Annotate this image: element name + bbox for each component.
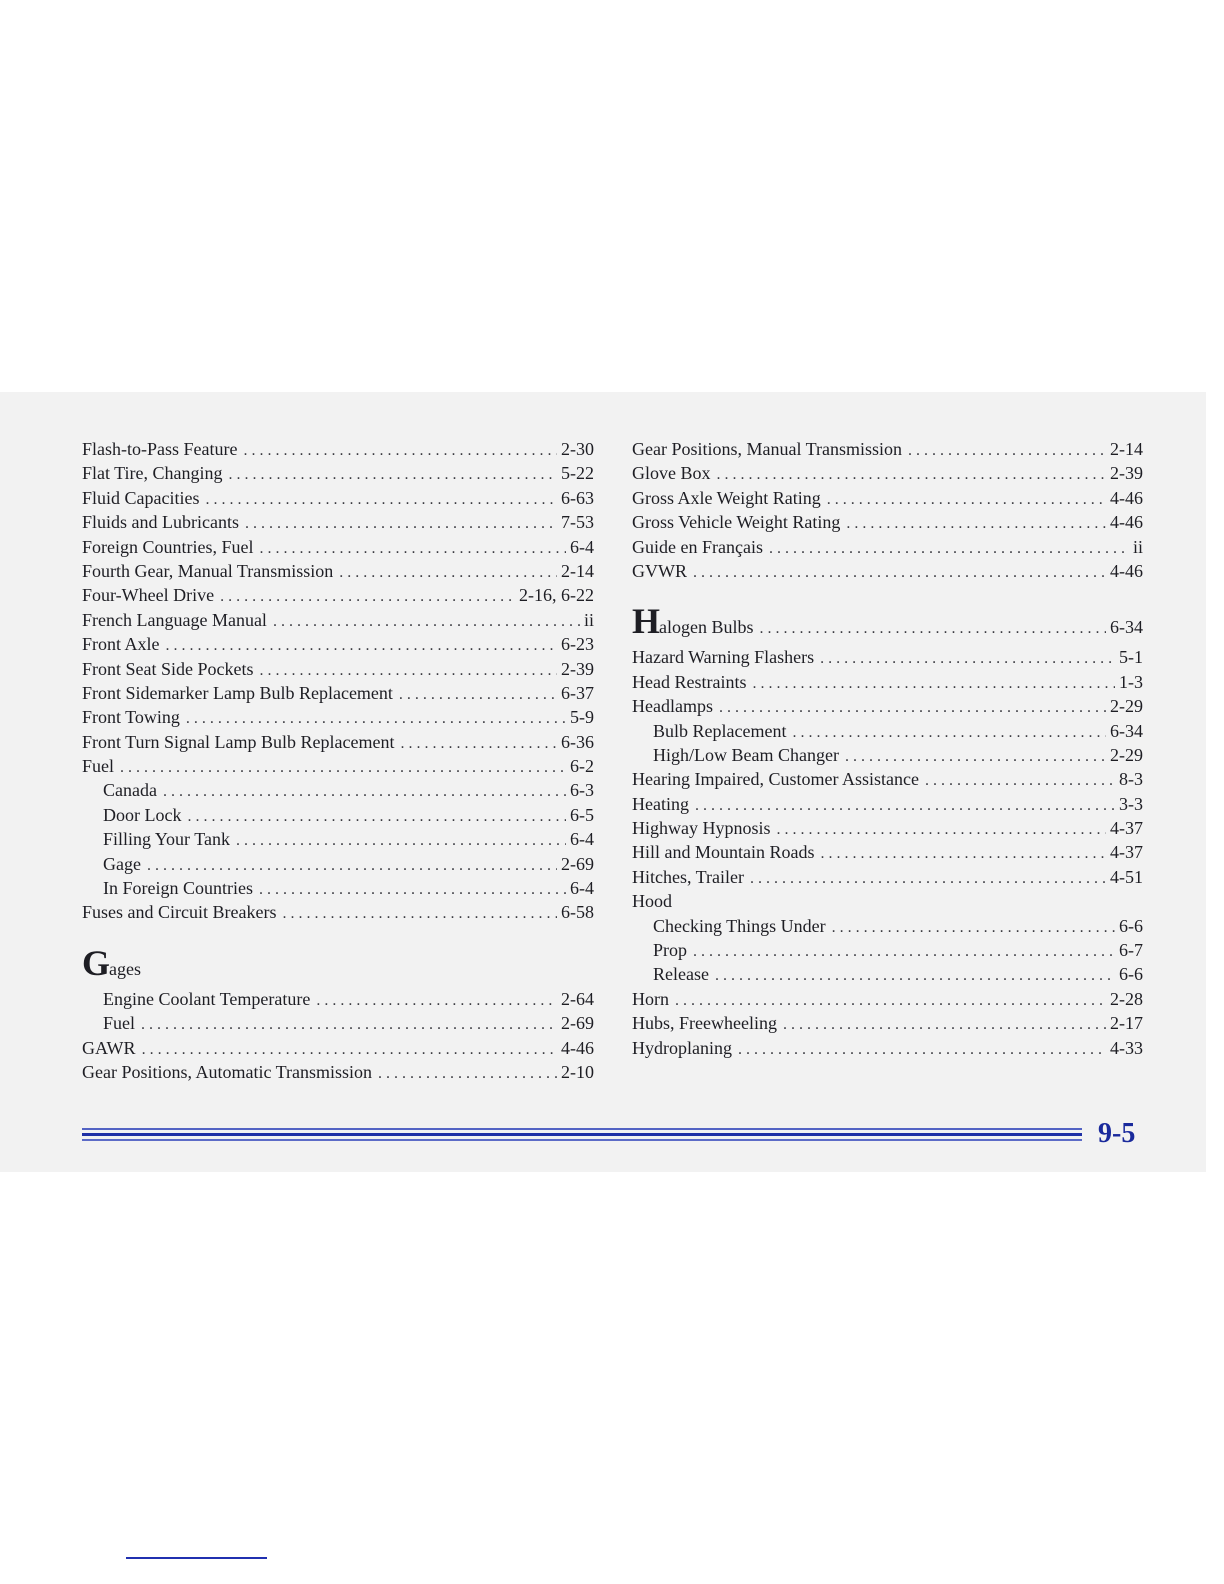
leader-dots — [166, 634, 557, 658]
leader-dots — [120, 756, 566, 780]
index-page-ref: 2-39 — [1110, 463, 1143, 484]
index-page-ref: 6-5 — [570, 804, 594, 825]
index-entry — [632, 865, 1143, 889]
index-entry — [82, 1060, 594, 1084]
index-entry — [632, 486, 1143, 510]
index-entry — [632, 938, 1143, 962]
leader-dots — [827, 488, 1106, 512]
index-page-ref: 4-46 — [1110, 560, 1143, 581]
leader-dots — [783, 1013, 1106, 1037]
index-page-ref: 8-3 — [1119, 769, 1143, 790]
leader-dots — [273, 610, 580, 634]
index-entry — [82, 876, 594, 900]
leader-dots — [142, 1038, 557, 1062]
leader-dots — [147, 854, 557, 878]
index-entry-label: Front Turn Signal Lamp Bulb Replacement — [82, 731, 395, 752]
index-entry-label: Door Lock — [103, 804, 182, 825]
index-entry — [82, 803, 594, 827]
leader-dots — [282, 902, 557, 926]
leader-dots — [245, 512, 557, 536]
index-entry-label: Glove Box — [632, 463, 711, 484]
index-page-ref: 6-34 — [1110, 617, 1143, 638]
index-entry-label: Front Sidemarker Lamp Bulb Replacement — [82, 682, 393, 703]
index-entry — [82, 510, 594, 534]
index-entry — [632, 437, 1143, 461]
leader-dots — [205, 488, 557, 512]
index-entry — [632, 914, 1143, 938]
section-heading-g — [82, 939, 594, 987]
index-entry-label: GVWR — [632, 560, 687, 581]
leader-dots — [401, 732, 558, 756]
bottom-rule-mark — [126, 1557, 267, 1559]
leader-dots — [845, 745, 1106, 769]
leader-dots — [846, 512, 1106, 536]
index-entry — [632, 816, 1143, 840]
leader-dots — [675, 989, 1106, 1013]
leader-dots — [316, 989, 557, 1013]
index-entry — [632, 840, 1143, 864]
leader-dots — [820, 647, 1115, 671]
index-page-ref: 6-58 — [561, 902, 594, 923]
index-page-ref: 7-53 — [561, 512, 594, 533]
index-entry — [82, 1036, 594, 1060]
index-entry — [632, 1011, 1143, 1035]
index-entry — [82, 486, 594, 510]
index-page-ref: 6-2 — [570, 756, 594, 777]
leader-dots — [832, 916, 1115, 940]
index-entry — [82, 1011, 594, 1035]
index-page-ref: 6-63 — [561, 487, 594, 508]
index-entry — [632, 510, 1143, 534]
index-page-ref: 1-3 — [1119, 671, 1143, 692]
leader-dots — [908, 439, 1106, 463]
index-entry — [632, 792, 1143, 816]
index-entry-label: Front Axle — [82, 634, 160, 655]
index-right-column — [632, 437, 1143, 1060]
leader-dots — [719, 696, 1106, 720]
index-entry-label: Bulb Replacement — [653, 720, 787, 741]
index-entry — [632, 461, 1143, 485]
index-page-ref: 2-64 — [561, 988, 594, 1009]
index-entry — [632, 962, 1143, 986]
index-entry-label: Headlamps — [632, 696, 713, 717]
index-page-ref: 6-4 — [570, 536, 594, 557]
index-entry — [632, 719, 1143, 743]
index-page-ref: 6-34 — [1110, 720, 1143, 741]
index-entry-label: Filling Your Tank — [103, 829, 230, 850]
index-entry-label: Gross Vehicle Weight Rating — [632, 512, 841, 533]
index-entry — [632, 535, 1143, 559]
index-entry-label: Hitches, Trailer — [632, 866, 744, 887]
index-page-ref: 5-9 — [570, 707, 594, 728]
index-entry — [82, 461, 594, 485]
index-list-h — [632, 645, 1143, 1060]
leader-dots — [186, 707, 566, 731]
index-entry — [82, 900, 594, 924]
index-entry-label: Hood — [632, 891, 672, 912]
index-entry-label: Horn — [632, 988, 669, 1009]
index-page-ref: 2-29 — [1110, 744, 1143, 765]
section-heading-h — [632, 597, 1143, 645]
leader-dots — [792, 721, 1106, 745]
index-entry-label: Gage — [103, 853, 141, 874]
index-entry-label: Hazard Warning Flashers — [632, 647, 815, 668]
index-entry — [82, 987, 594, 1011]
index-entry-label: Hearing Impaired, Customer Assistance — [632, 769, 919, 790]
index-entry — [82, 632, 594, 656]
index-entry-label: Fuses and Circuit Breakers — [82, 902, 277, 923]
index-entry — [82, 705, 594, 729]
index-page-ref: 3-3 — [1119, 793, 1143, 814]
index-entry-label: Highway Hypnosis — [632, 818, 771, 839]
index-entry — [632, 1036, 1143, 1060]
index-entry — [632, 889, 1143, 913]
index-page-ref: 6-37 — [561, 682, 594, 703]
index-entry — [82, 608, 594, 632]
index-entry-label: Prop — [653, 940, 688, 961]
leader-dots — [260, 537, 567, 561]
leader-dots — [738, 1038, 1106, 1062]
index-page-ref: 4-37 — [1110, 842, 1143, 863]
leader-dots — [236, 829, 566, 853]
index-entry-label: Canada — [103, 780, 157, 801]
index-list-f — [82, 437, 594, 925]
index-entry — [632, 694, 1143, 718]
index-entry-label: Fourth Gear, Manual Transmission — [82, 560, 334, 581]
index-entry — [82, 559, 594, 583]
index-entry — [82, 657, 594, 681]
index-entry-label: Engine Coolant Temperature — [103, 988, 311, 1009]
index-page-ref: 5-1 — [1119, 647, 1143, 668]
leader-dots — [752, 672, 1115, 696]
index-entry-label: In Foreign Countries — [103, 878, 253, 899]
index-page-ref: 4-33 — [1110, 1037, 1143, 1058]
index-entry-label: Gear Positions, Automatic Transmission — [82, 1061, 373, 1082]
index-entry-label: Four-Wheel Drive — [82, 585, 215, 606]
leader-dots — [339, 561, 557, 585]
section-heading-h-rest: alogen Bulbs — [659, 617, 754, 638]
leader-dots — [243, 439, 557, 463]
index-page-ref: 2-14 — [1110, 439, 1143, 459]
leader-dots — [769, 537, 1129, 561]
index-page-ref: 2-30 — [561, 439, 594, 459]
index-page-ref: 6-4 — [570, 829, 594, 850]
index-entry — [632, 743, 1143, 767]
index-entry-label: Fuel — [103, 1013, 136, 1034]
index-page-ref: 6-4 — [570, 878, 594, 899]
index-page-ref: ii — [1132, 536, 1143, 557]
leader-dots — [260, 659, 558, 683]
index-entry — [632, 645, 1143, 669]
section-heading-g-rest: ages — [109, 958, 141, 979]
index-entry — [82, 583, 594, 607]
index-entry — [632, 767, 1143, 791]
index-page-ref: 2-16, 6-22 — [519, 585, 594, 606]
index-entry-label: Front Seat Side Pockets — [82, 658, 254, 679]
index-entry-label: Head Restraints — [632, 671, 747, 692]
index-entry-label: Fuel — [82, 756, 115, 777]
index-entry-label: Gear Positions, Manual Transmission — [632, 439, 903, 459]
leader-dots — [141, 1013, 557, 1037]
index-entry-label: Foreign Countries, Fuel — [82, 536, 254, 557]
leader-dots — [259, 878, 566, 902]
index-entry — [82, 535, 594, 559]
leader-dots — [229, 463, 557, 487]
index-entry — [632, 987, 1143, 1011]
index-page-ref: 2-69 — [561, 853, 594, 874]
index-page-ref: 2-39 — [561, 658, 594, 679]
index-page-ref: 6-36 — [561, 731, 594, 752]
leader-dots — [163, 780, 566, 804]
index-entry-label: High/Low Beam Changer — [653, 744, 839, 765]
leader-dots — [777, 818, 1107, 842]
index-page-ref: 4-46 — [561, 1037, 594, 1058]
index-entry — [82, 681, 594, 705]
index-list-g-left — [82, 987, 594, 1085]
section-initial-h: H — [632, 601, 660, 642]
index-page-ref: 6-6 — [1119, 964, 1143, 985]
index-entry-label: Flash-to-Pass Feature — [82, 439, 238, 459]
index-entry — [82, 852, 594, 876]
index-list-g-right — [632, 437, 1143, 583]
index-page-ref: 2-10 — [561, 1061, 594, 1082]
leader-dots — [715, 964, 1115, 988]
index-left-column — [82, 437, 594, 1084]
index-entry — [82, 754, 594, 778]
footer-rule — [82, 1128, 1082, 1144]
index-entry-label: Guide en Français — [632, 536, 763, 557]
index-entry-label: Hubs, Freewheeling — [632, 1013, 777, 1034]
index-entry-label: Hydroplaning — [632, 1037, 732, 1058]
leader-dots — [821, 842, 1107, 866]
index-page-ref: 4-46 — [1110, 512, 1143, 533]
leader-dots — [220, 585, 515, 609]
index-entry — [82, 730, 594, 754]
index-entry-label: Heating — [632, 793, 689, 814]
index-entry — [632, 670, 1143, 694]
leader-dots — [378, 1062, 557, 1086]
index-page-ref: 4-51 — [1110, 866, 1143, 887]
index-page-ref: 2-69 — [561, 1013, 594, 1034]
index-entry-label: Fluid Capacities — [82, 487, 200, 508]
page-number: 9-5 — [1098, 1118, 1136, 1149]
leader-dots — [399, 683, 557, 707]
leader-dots — [925, 769, 1115, 793]
index-page-ref: 4-37 — [1110, 818, 1143, 839]
index-entry-label: Hill and Mountain Roads — [632, 842, 815, 863]
index-page-ref: 6-6 — [1119, 915, 1143, 936]
index-entry — [632, 559, 1143, 583]
index-page-ref: 2-28 — [1110, 988, 1143, 1009]
leader-dots — [695, 794, 1115, 818]
leader-dots — [187, 805, 566, 829]
index-entry-label: Gross Axle Weight Rating — [632, 487, 821, 508]
section-initial-g: G — [82, 942, 110, 983]
index-entry — [82, 827, 594, 851]
index-page-ref: 4-46 — [1110, 487, 1143, 508]
index-entry-label: Fluids and Lubricants — [82, 512, 239, 533]
index-entry-label: Flat Tire, Changing — [82, 463, 223, 484]
index-entry-label: Checking Things Under — [653, 915, 826, 936]
index-entry-label: Release — [653, 964, 709, 985]
index-page-ref: 6-7 — [1119, 940, 1143, 961]
index-page-ref: 6-3 — [570, 780, 594, 801]
index-page-ref: 2-17 — [1110, 1013, 1143, 1034]
leader-dots — [717, 463, 1107, 487]
index-page-ref: 2-29 — [1110, 696, 1143, 717]
leader-dots — [693, 561, 1106, 585]
index-entry-label: GAWR — [82, 1037, 136, 1058]
index-entry — [82, 778, 594, 802]
index-page-ref: ii — [583, 609, 594, 630]
leader-dots — [693, 940, 1115, 964]
index-page-ref: 2-14 — [561, 560, 594, 581]
leader-dots — [750, 867, 1106, 891]
index-entry — [82, 437, 594, 461]
index-entry-label: French Language Manual — [82, 609, 267, 630]
index-entry-label: Front Towing — [82, 707, 180, 728]
index-page-ref: 6-23 — [561, 634, 594, 655]
index-page-ref: 5-22 — [561, 463, 594, 484]
